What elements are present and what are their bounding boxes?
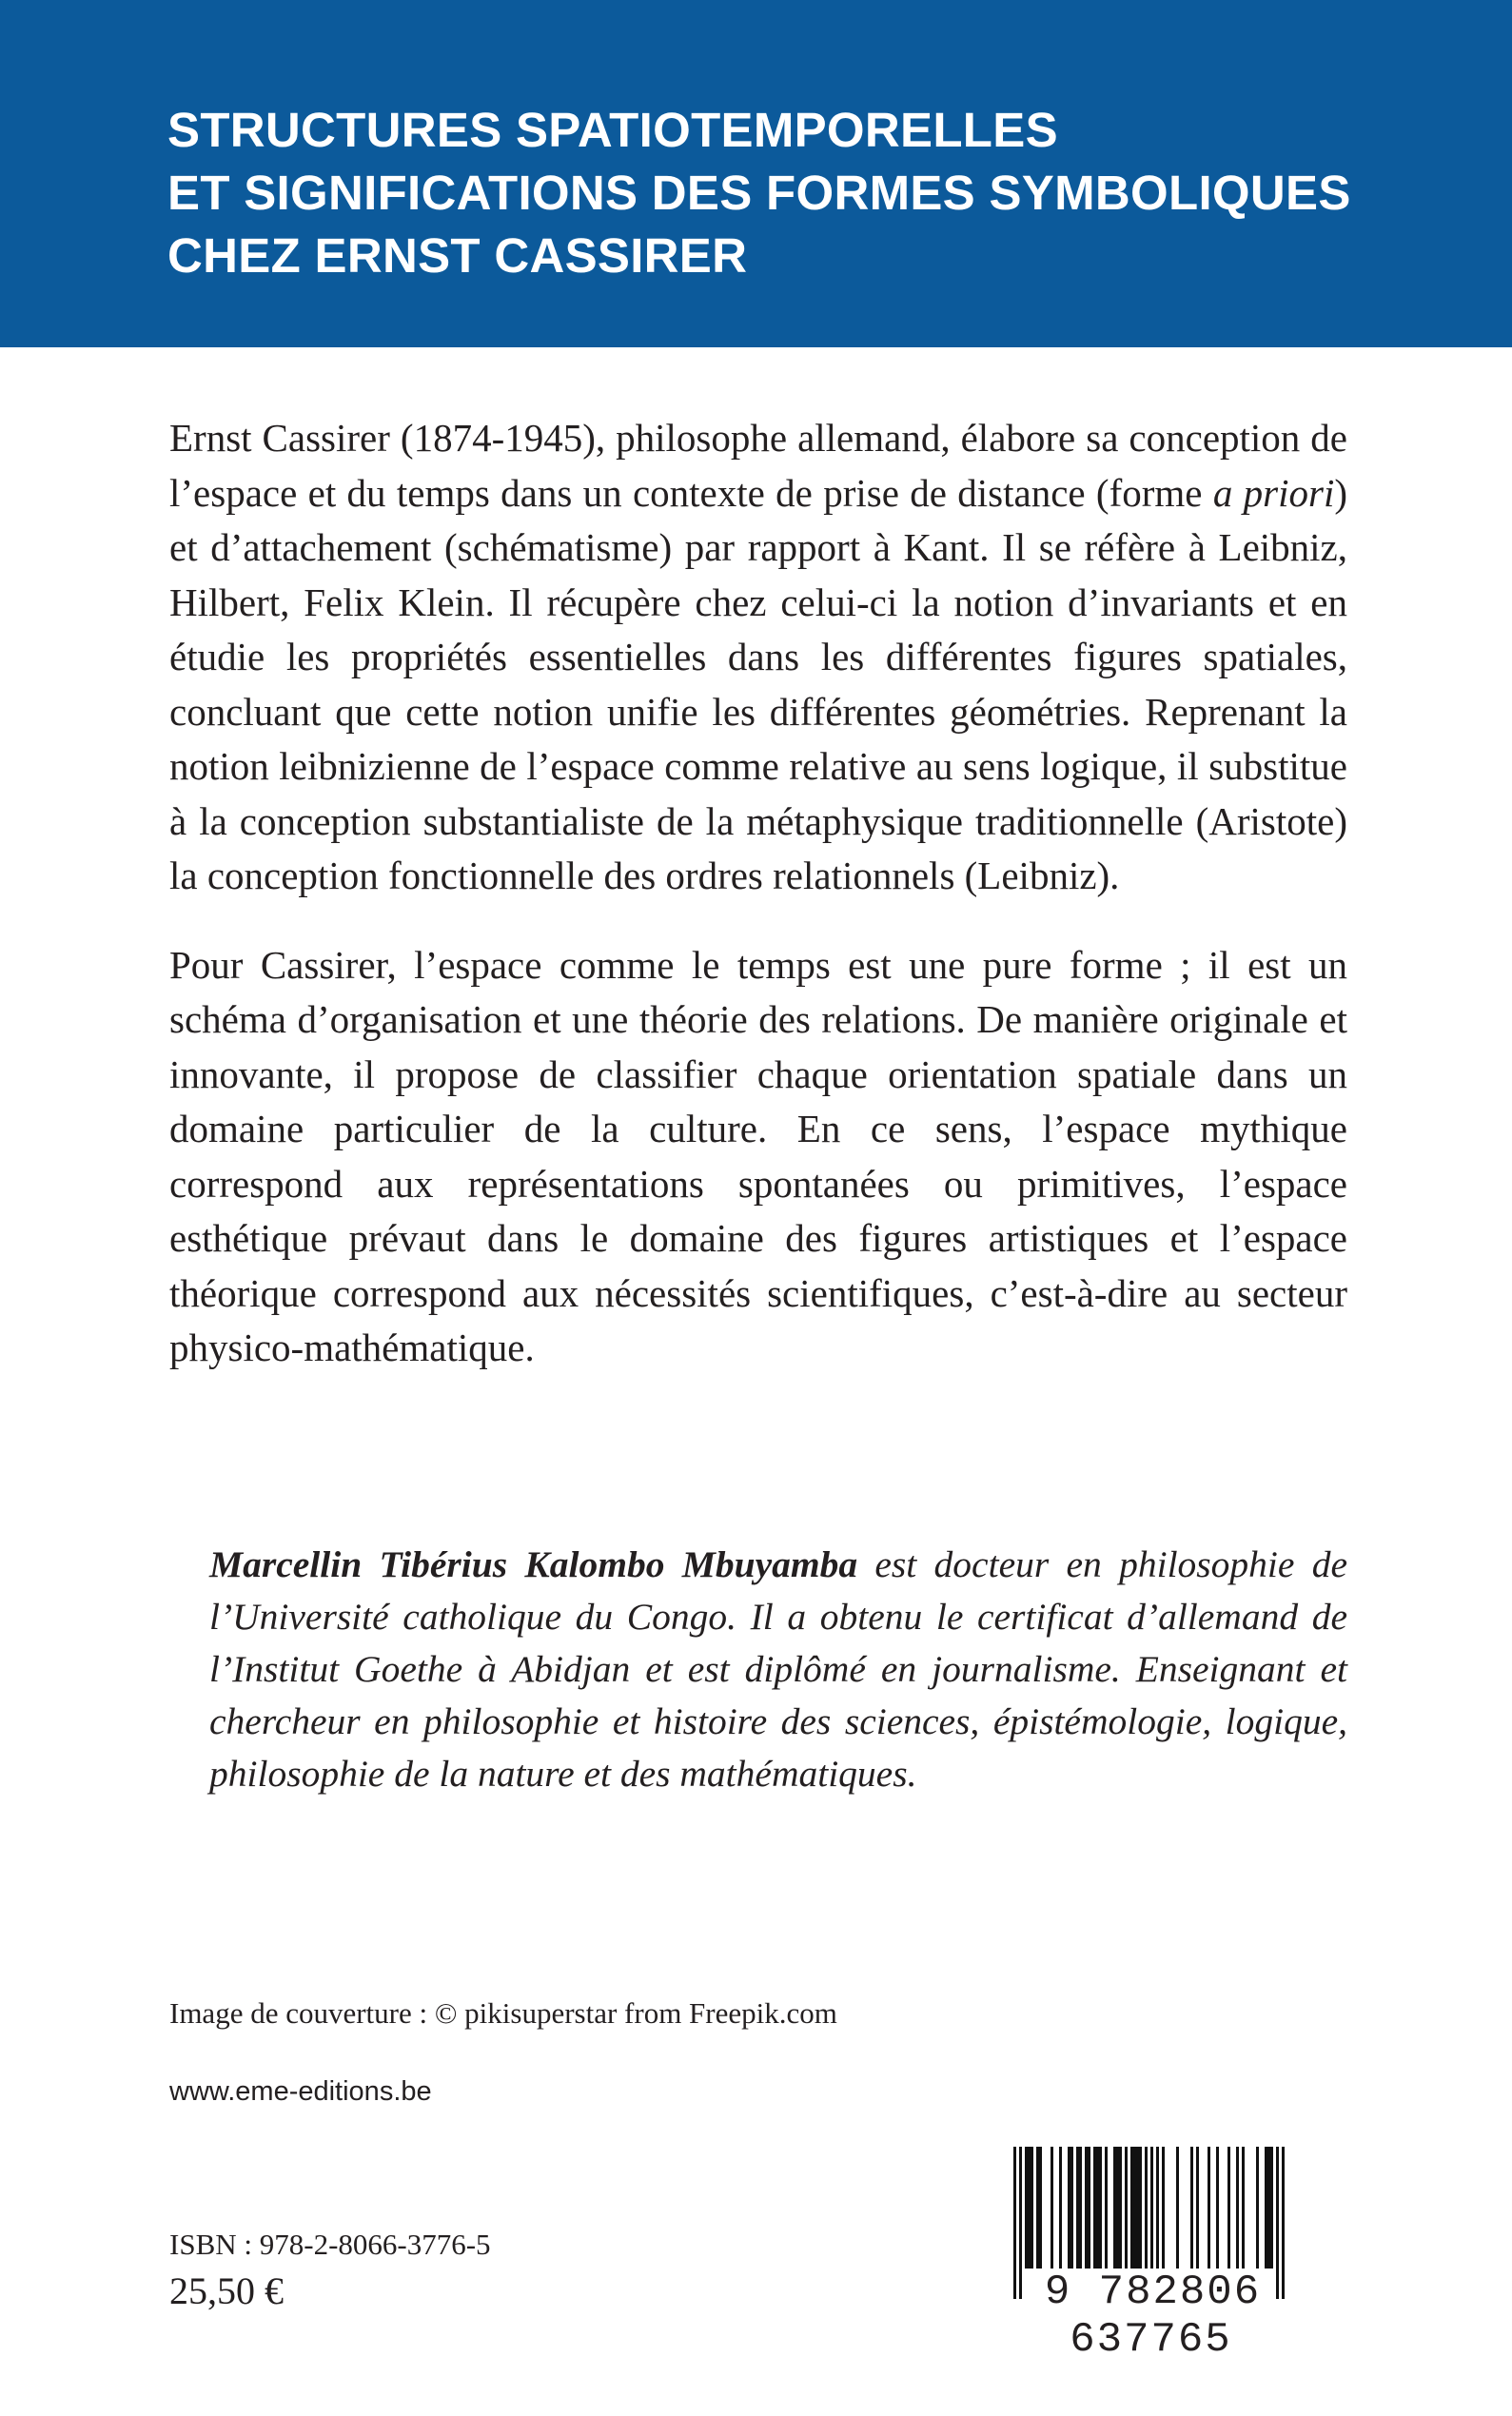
barcode-bar	[1139, 2147, 1142, 2269]
barcode	[975, 2141, 1328, 2364]
barcode-bar	[1156, 2147, 1159, 2269]
summary-p1-italic: a priori	[1212, 470, 1335, 515]
author-bio	[209, 1539, 1347, 1800]
summary-paragraph-1	[169, 411, 1347, 904]
barcode-bar	[1059, 2147, 1062, 2269]
barcode-bar	[1036, 2147, 1039, 2269]
barcode-bar	[1113, 2147, 1116, 2269]
image-credit: Image de couverture : © pikisuperstar from Freepik.com	[169, 1996, 837, 2030]
barcode-bar	[1039, 2147, 1042, 2269]
price: 25,50 €	[169, 2269, 284, 2312]
barcode-bar	[1031, 2147, 1033, 2269]
title-banner	[0, 0, 1512, 347]
barcode-bar	[1267, 2147, 1270, 2269]
barcode-bar	[1270, 2147, 1273, 2269]
summary-p1-part2: ) et d’attachement (schématisme) par rapport à Kant. Il se réfère à Leibniz, Hilbert, Felix Klein. Il récupère chez celui-ci la notion d’invariants et en étudie les propriétés essentielles dans les différentes figures spatiales, concluant que cette notion unifie les différentes géométries. Reprenant la notion leibnizienne de l’espace comme relative au sens logique, il substitue à la conception substantialiste de la métaphysique traditionnelle (Aristote) la conception fonctionnelle des ordres relationnels (Leibniz).	[169, 470, 1347, 897]
barcode-bar	[1068, 2147, 1070, 2269]
book-title-line-1: STRUCTURES SPATIOTEMPORELLES	[167, 103, 1058, 157]
barcode-bar	[1116, 2147, 1119, 2269]
barcode-bar	[1236, 2147, 1239, 2269]
barcode-bar	[1051, 2147, 1053, 2269]
barcode-bar	[1227, 2147, 1230, 2269]
barcode-bar	[1130, 2147, 1133, 2269]
book-title-line-3: CHEZ ERNST CASSIRER	[167, 228, 748, 283]
barcode-bar	[1070, 2147, 1073, 2269]
barcode-bar	[1216, 2147, 1219, 2269]
barcode-bar	[1119, 2147, 1122, 2269]
barcode-bar	[1133, 2147, 1136, 2269]
barcode-digits	[975, 2269, 1328, 2364]
barcode-bar	[1136, 2147, 1139, 2269]
barcode-bar	[1176, 2147, 1179, 2269]
summary-p1-part1: Ernst Cassirer (1874-1945), philosophe allemand, élabore sa conception de l’espace et du temps dans un contexte de prise de distance (forme	[169, 416, 1347, 515]
barcode-bar	[1079, 2147, 1082, 2269]
book-summary	[169, 411, 1347, 1376]
barcode-bar	[1105, 2147, 1108, 2269]
author-bio-text: est docteur en philosophie de l’Université catholique du Congo. Il a obtenu le certificat d’allemand de l’Institut Goethe à Abidjan et est diplômé en journalisme. Enseignant et chercheur en philosophie et histoire des sciences, épistémologie, logique, philosophie de la nature et des mathématiques.	[209, 1543, 1347, 1795]
summary-paragraph-2: Pour Cassirer, l’espace comme le temps est une pure forme ; il est un schéma d’organisation et une théorie des relations. De manière originale et innovante, il propose de classifier chaque orientation spatiale dans un domaine particulier de la culture. En ce sens, l’espace mythique correspond aux représentations spontanées ou primitives, l’espace esthétique prévaut dans le domaine des figures artistiques et l’espace théorique correspond aux nécessités scientifiques, c’est-à-dire au secteur physico-mathématique.	[169, 942, 1347, 1369]
barcode-bar	[1162, 2147, 1165, 2269]
barcode-bar	[1125, 2147, 1128, 2269]
barcode-bar	[1096, 2147, 1099, 2269]
barcode-bar	[1256, 2147, 1259, 2269]
barcode-bar	[1196, 2147, 1199, 2269]
author-bio-paragraph	[209, 1539, 1347, 1800]
author-name: Marcellin Tibérius Kalombo Mbuyamba	[209, 1543, 858, 1585]
barcode-bar	[1093, 2147, 1096, 2269]
barcode-bar	[1265, 2147, 1267, 2269]
barcode-bar	[1208, 2147, 1210, 2269]
barcode-bar	[1242, 2147, 1245, 2269]
barcode-bar	[1085, 2147, 1088, 2269]
book-title	[167, 99, 1500, 287]
isbn: ISBN : 978-2-8066-3776-5	[169, 2228, 491, 2261]
publisher-website: www.eme-editions.be	[169, 2076, 432, 2107]
barcode-bar	[1028, 2147, 1031, 2269]
barcode-bar	[1088, 2147, 1090, 2269]
barcode-digits-text: 9 782806 637765	[1044, 2269, 1262, 2364]
book-title-line-2: ET SIGNIFICATIONS DES FORMES SYMBOLIQUES	[167, 166, 1351, 220]
barcode-bar	[1099, 2147, 1102, 2269]
barcode-bar	[1076, 2147, 1079, 2269]
barcode-bar	[1025, 2147, 1028, 2269]
barcode-bar	[1190, 2147, 1193, 2269]
